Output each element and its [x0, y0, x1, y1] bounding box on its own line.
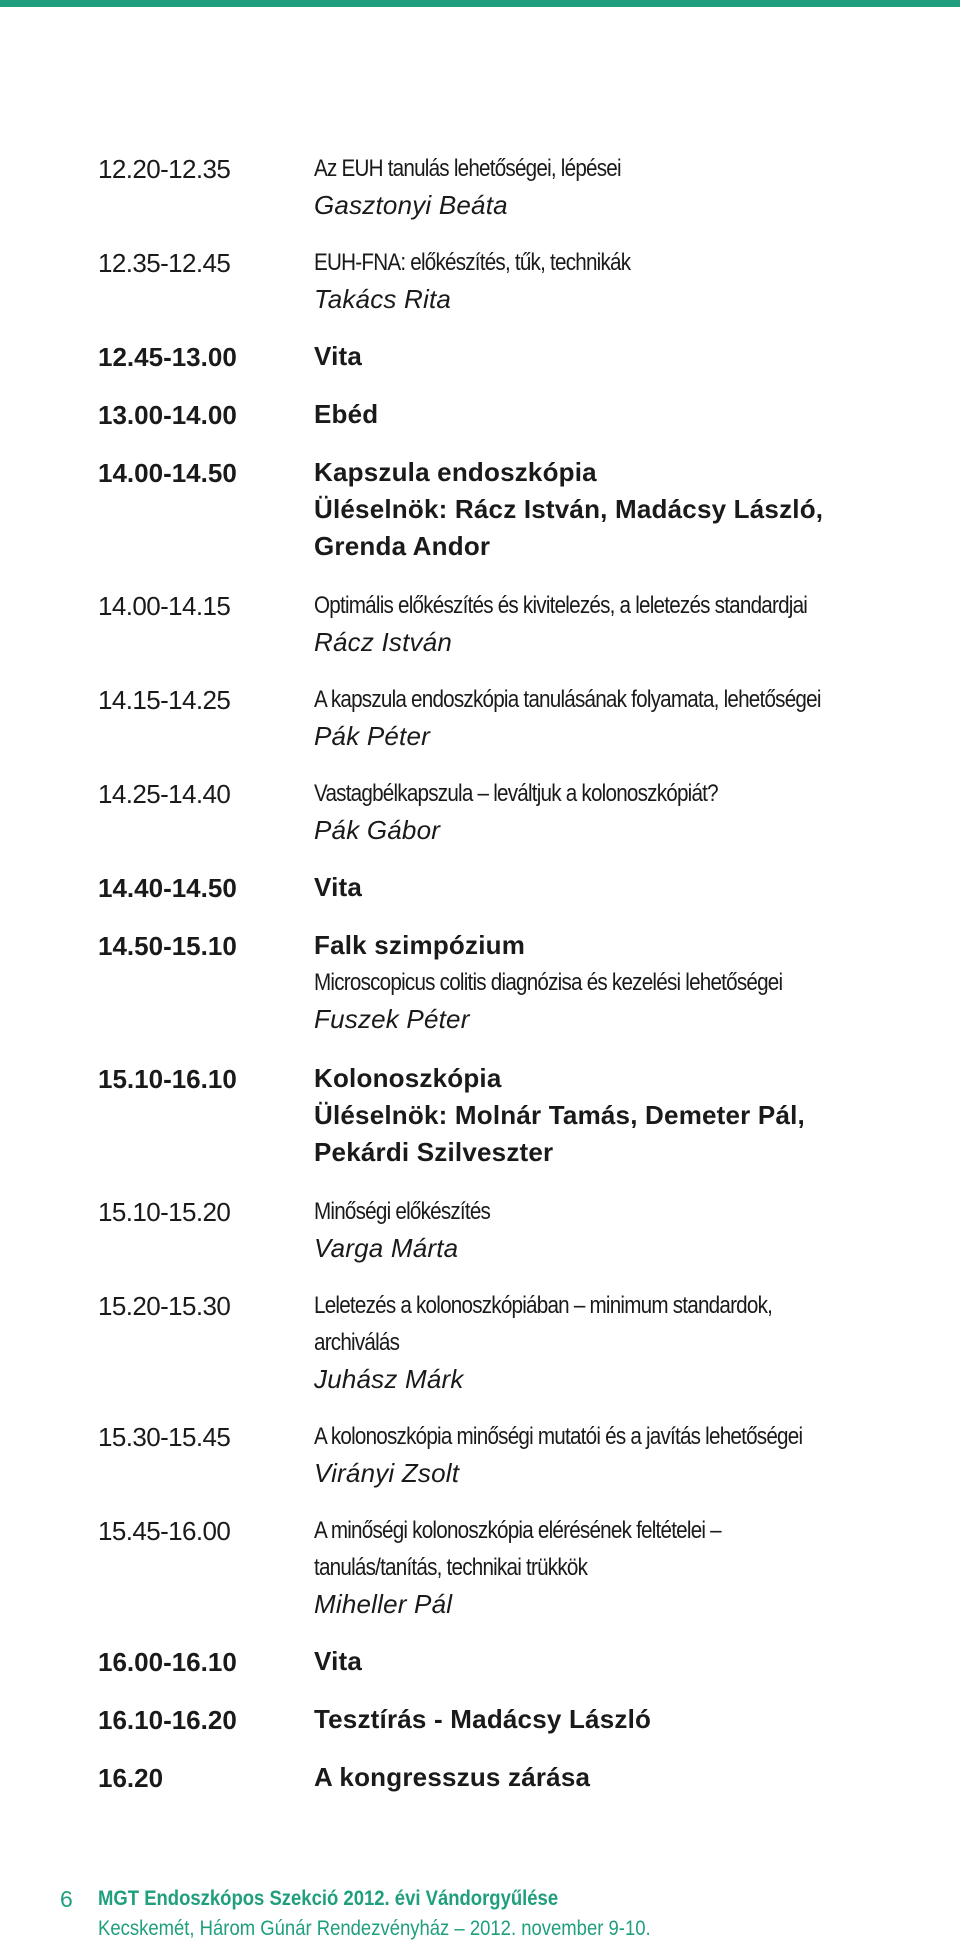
- footer-subtitle: Kecskemét, Három Gúnár Rendezvényház – 2012. november 9-10.: [98, 1917, 651, 1940]
- item-content: [314, 454, 938, 565]
- program-item: [98, 244, 938, 318]
- talk-title: Az EUH tanulás lehetőségei, lépései: [314, 155, 621, 182]
- item-content: [314, 1193, 938, 1267]
- time-slot: 12.35-12.45: [98, 248, 231, 278]
- program-item: [98, 1701, 938, 1739]
- session-chairs: Üléselnök: Molnár Tamás, Demeter Pál,: [314, 1100, 805, 1130]
- item-content: [314, 681, 938, 755]
- speaker-name: Virányi Zsolt: [314, 1458, 460, 1488]
- time-slot: 14.25-14.40: [98, 779, 231, 809]
- item-content: [314, 1512, 938, 1623]
- item-content: [314, 1060, 938, 1171]
- item-content: [314, 927, 938, 1038]
- session-title: A kongresszus zárása: [314, 1762, 591, 1792]
- talk-title: Optimális előkészítés és kivitelezés, a leletezés standardjai: [314, 592, 808, 619]
- item-content: [314, 869, 938, 906]
- item-content: [314, 1287, 938, 1398]
- program-item: [98, 927, 938, 1038]
- program-item: [98, 1060, 938, 1171]
- time-slot: 14.50-15.10: [98, 931, 237, 961]
- session-chairs: Pekárdi Szilveszter: [314, 1137, 554, 1167]
- time-slot: 14.00-14.15: [98, 591, 231, 621]
- program-item: [98, 1759, 938, 1797]
- time-slot: 15.10-16.10: [98, 1064, 237, 1094]
- program-item: [98, 1287, 938, 1398]
- time-slot: 16.10-16.20: [98, 1705, 237, 1735]
- talk-title: Leletezés a kolonoszkópiában – minimum standardok,: [314, 1292, 773, 1319]
- item-content: [314, 1418, 938, 1492]
- item-content: [314, 1643, 938, 1680]
- session-title: Vita: [314, 341, 363, 371]
- speaker-name: Fuszek Péter: [314, 1004, 470, 1034]
- time-slot: 14.00-14.50: [98, 458, 237, 488]
- speaker-name: Miheller Pál: [314, 1589, 453, 1619]
- time-slot: 14.40-14.50: [98, 873, 237, 903]
- time-slot: 16.20: [98, 1763, 164, 1793]
- program-item: [98, 338, 938, 376]
- session-title: Ebéd: [314, 399, 379, 429]
- speaker-name: Pák Gábor: [314, 815, 441, 845]
- speaker-name: Takács Rita: [314, 284, 452, 314]
- program-item: [98, 1193, 938, 1267]
- talk-title: Microscopicus colitis diagnózisa és kezelési lehetőségei: [314, 969, 783, 996]
- talk-title: A minőségi kolonoszkópia elérésének feltételei –: [314, 1517, 721, 1544]
- talk-title: A kolonoszkópia minőségi mutatói és a javítás lehetőségei: [314, 1423, 803, 1450]
- talk-title: Vastagbélkapszula – leváltjuk a kolonoszkópiát?: [314, 780, 718, 807]
- program-item: [98, 454, 938, 565]
- session-title: Kolonoszkópia: [314, 1063, 502, 1093]
- item-content: [314, 775, 938, 849]
- program-item: [98, 587, 938, 661]
- speaker-name: Pák Péter: [314, 721, 430, 751]
- talk-title: EUH-FNA: előkészítés, tűk, technikák: [314, 249, 631, 276]
- item-content: [314, 150, 938, 224]
- talk-title-continued: archiválás: [314, 1329, 400, 1356]
- talk-title-continued: tanulás/tanítás, technikai trükkök: [314, 1554, 588, 1581]
- session-title: Vita: [314, 1646, 363, 1676]
- program-item: [98, 1512, 938, 1623]
- item-content: [314, 396, 938, 433]
- session-title: Vita: [314, 872, 363, 902]
- time-slot: 12.20-12.35: [98, 154, 231, 184]
- session-title: Tesztírás - Madácsy László: [314, 1704, 652, 1734]
- footer-title: MGT Endoszkópos Szekció 2012. évi Vándorgyűlése: [98, 1887, 559, 1910]
- speaker-name: Rácz István: [314, 627, 453, 657]
- program-item: [98, 1643, 938, 1681]
- session-chairs: Grenda Andor: [314, 531, 491, 561]
- session-title: Falk szimpózium: [314, 930, 526, 960]
- session-chairs: Üléselnök: Rácz István, Madácsy László,: [314, 494, 824, 524]
- speaker-name: Juhász Márk: [314, 1364, 464, 1394]
- item-content: [314, 1701, 938, 1738]
- talk-title: Minőségi előkészítés: [314, 1198, 491, 1225]
- program-item: [98, 681, 938, 755]
- speaker-name: Gasztonyi Beáta: [314, 190, 508, 220]
- time-slot: 15.45-16.00: [98, 1516, 231, 1546]
- program-item: [98, 775, 938, 849]
- session-title: Kapszula endoszkópia: [314, 457, 597, 487]
- time-slot: 15.30-15.45: [98, 1422, 231, 1452]
- time-slot: 14.15-14.25: [98, 685, 231, 715]
- page-number: 6: [60, 1886, 73, 1912]
- time-slot: 13.00-14.00: [98, 400, 237, 430]
- item-content: [314, 244, 938, 318]
- program-item: [98, 869, 938, 907]
- item-content: [314, 338, 938, 375]
- program-schedule: [98, 150, 938, 1797]
- program-item: [98, 1418, 938, 1492]
- speaker-name: Varga Márta: [314, 1233, 459, 1263]
- program-item: [98, 150, 938, 224]
- time-slot: 16.00-16.10: [98, 1647, 237, 1677]
- time-slot: 15.10-15.20: [98, 1197, 231, 1227]
- time-slot: 12.45-13.00: [98, 342, 237, 372]
- talk-title: A kapszula endoszkópia tanulásának folyamata, lehetőségei: [314, 686, 821, 713]
- time-slot: 15.20-15.30: [98, 1291, 231, 1321]
- item-content: [314, 587, 938, 661]
- top-accent-bar: [0, 0, 960, 7]
- item-content: [314, 1759, 938, 1796]
- footer-text: [98, 1884, 726, 1944]
- program-item: [98, 396, 938, 434]
